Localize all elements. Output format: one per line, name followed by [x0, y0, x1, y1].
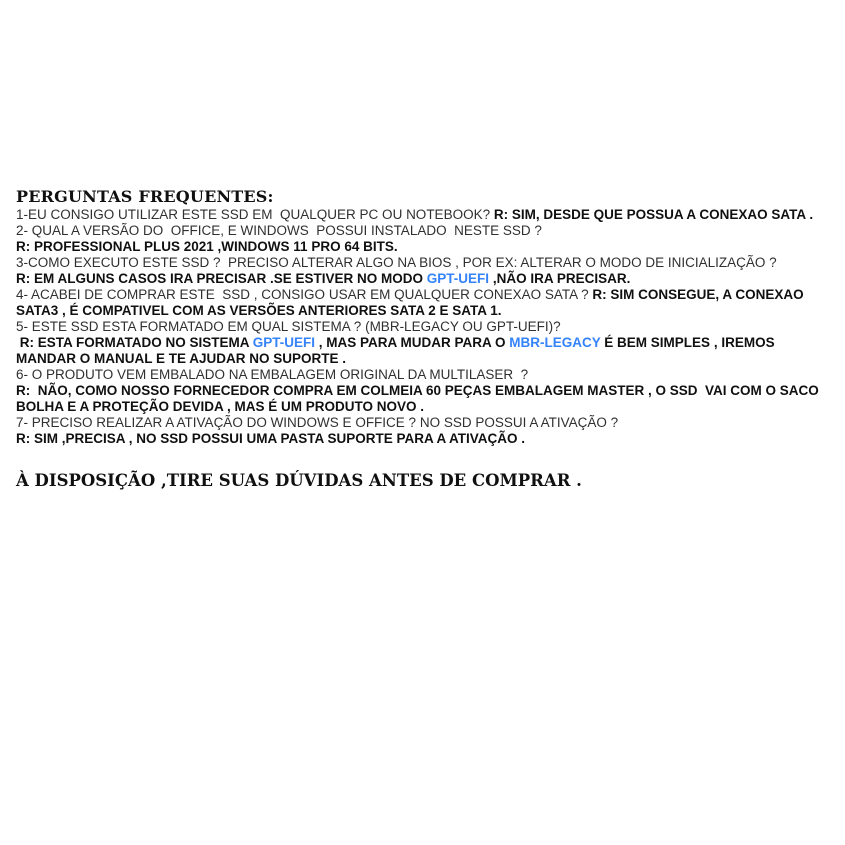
- text-segment: 3-COMO EXECUTO ESTE SSD ? PRECISO ALTERAR ALGO NA BIOS , POR EX: ALTERAR O MODO DE INICIALIZAÇÃO ?: [16, 255, 777, 270]
- text-segment: , MAS PARA MUDAR PARA O: [315, 335, 510, 350]
- text-segment: R: SIM, DESDE QUE POSSUA A CONEXAO SATA .: [493, 207, 814, 222]
- text-segment: R: SIM CONSEGUE, A CONEXAO SATA3 , É COMPATIVEL COM AS VERSÕES ANTERIORES SATA 2 E SATA 1.: [16, 287, 808, 318]
- text-segment: 2- QUAL A VERSÃO DO OFFICE, E WINDOWS POSSUI INSTALADO NESTE SSD ?: [16, 223, 542, 238]
- text-segment: É BEM SIMPLES , IREMOS MANDAR O MANUAL E TE AJUDAR NO SUPORTE .: [16, 335, 779, 366]
- faq-item-5-answer: [16, 335, 836, 367]
- faq-item-6-answer: [16, 383, 836, 415]
- text-segment: R: EM ALGUNS CASOS IRA PRECISAR .SE ESTIVER NO MODO: [16, 271, 427, 286]
- text-segment: ,NÃO IRA PRECISAR.: [489, 271, 631, 286]
- faq-item-2-answer: [16, 239, 836, 255]
- text-segment: 7- PRECISO REALIZAR A ATIVAÇÃO DO WINDOWS E OFFICE ? NO SSD POSSUI A ATIVAÇÃO ?: [16, 415, 619, 430]
- text-segment: 1-EU CONSIGO UTILIZAR ESTE SSD EM QUALQUER PC OU NOTEBOOK?: [16, 207, 494, 222]
- faq-item-4-question: [16, 287, 836, 319]
- faq-item-1-question: [16, 207, 836, 223]
- faq-heading: PERGUNTAS FREQUENTES:: [16, 187, 274, 206]
- faq-item-6-question: [16, 367, 836, 383]
- faq-item-3-question: [16, 255, 836, 271]
- faq-item-3-answer: [16, 271, 836, 287]
- faq-closing: À DISPOSIÇÃO ,TIRE SUAS DÚVIDAS ANTES DE COMPRAR .: [16, 471, 582, 490]
- faq-item-2-question: [16, 223, 836, 239]
- gpt-uefi-link[interactable]: GPT-UEFI: [252, 335, 316, 350]
- text-segment: 4- ACABEI DE COMPRAR ESTE SSD , CONSIGO USAR EM QUALQUER CONEXAO SATA ?: [16, 287, 593, 302]
- faq-item-7-question: [16, 415, 836, 431]
- text-segment: R: SIM ,PRECISA , NO SSD POSSUI UMA PASTA SUPORTE PARA A ATIVAÇÃO .: [16, 431, 526, 446]
- text-segment: 6- O PRODUTO VEM EMBALADO NA EMBALAGEM ORIGINAL DA MULTILASER ?: [16, 367, 529, 382]
- faq-item-7-answer: [16, 431, 836, 447]
- gpt-uefi-link[interactable]: GPT-UEFI: [426, 271, 490, 286]
- text-segment: R: ESTA FORMATADO NO SISTEMA: [16, 335, 253, 350]
- mbr-legacy-link[interactable]: MBR-LEGACY: [509, 335, 601, 350]
- text-segment: R: PROFESSIONAL PLUS 2021 ,WINDOWS 11 PRO 64 BITS.: [16, 239, 398, 254]
- text-segment: R: NÃO, COMO NOSSO FORNECEDOR COMPRA EM COLMEIA 60 PEÇAS EMBALAGEM MASTER , O SSD VAI COM O SACO BOLHA E A PROTEÇÃO DEVIDA , MAS É UM PRODUTO NOVO .: [16, 383, 823, 414]
- faq-item-5-question: [16, 319, 836, 335]
- text-segment: 5- ESTE SSD ESTA FORMATADO EM QUAL SISTEMA ? (MBR-LEGACY OU GPT-UEFI)?: [16, 319, 561, 334]
